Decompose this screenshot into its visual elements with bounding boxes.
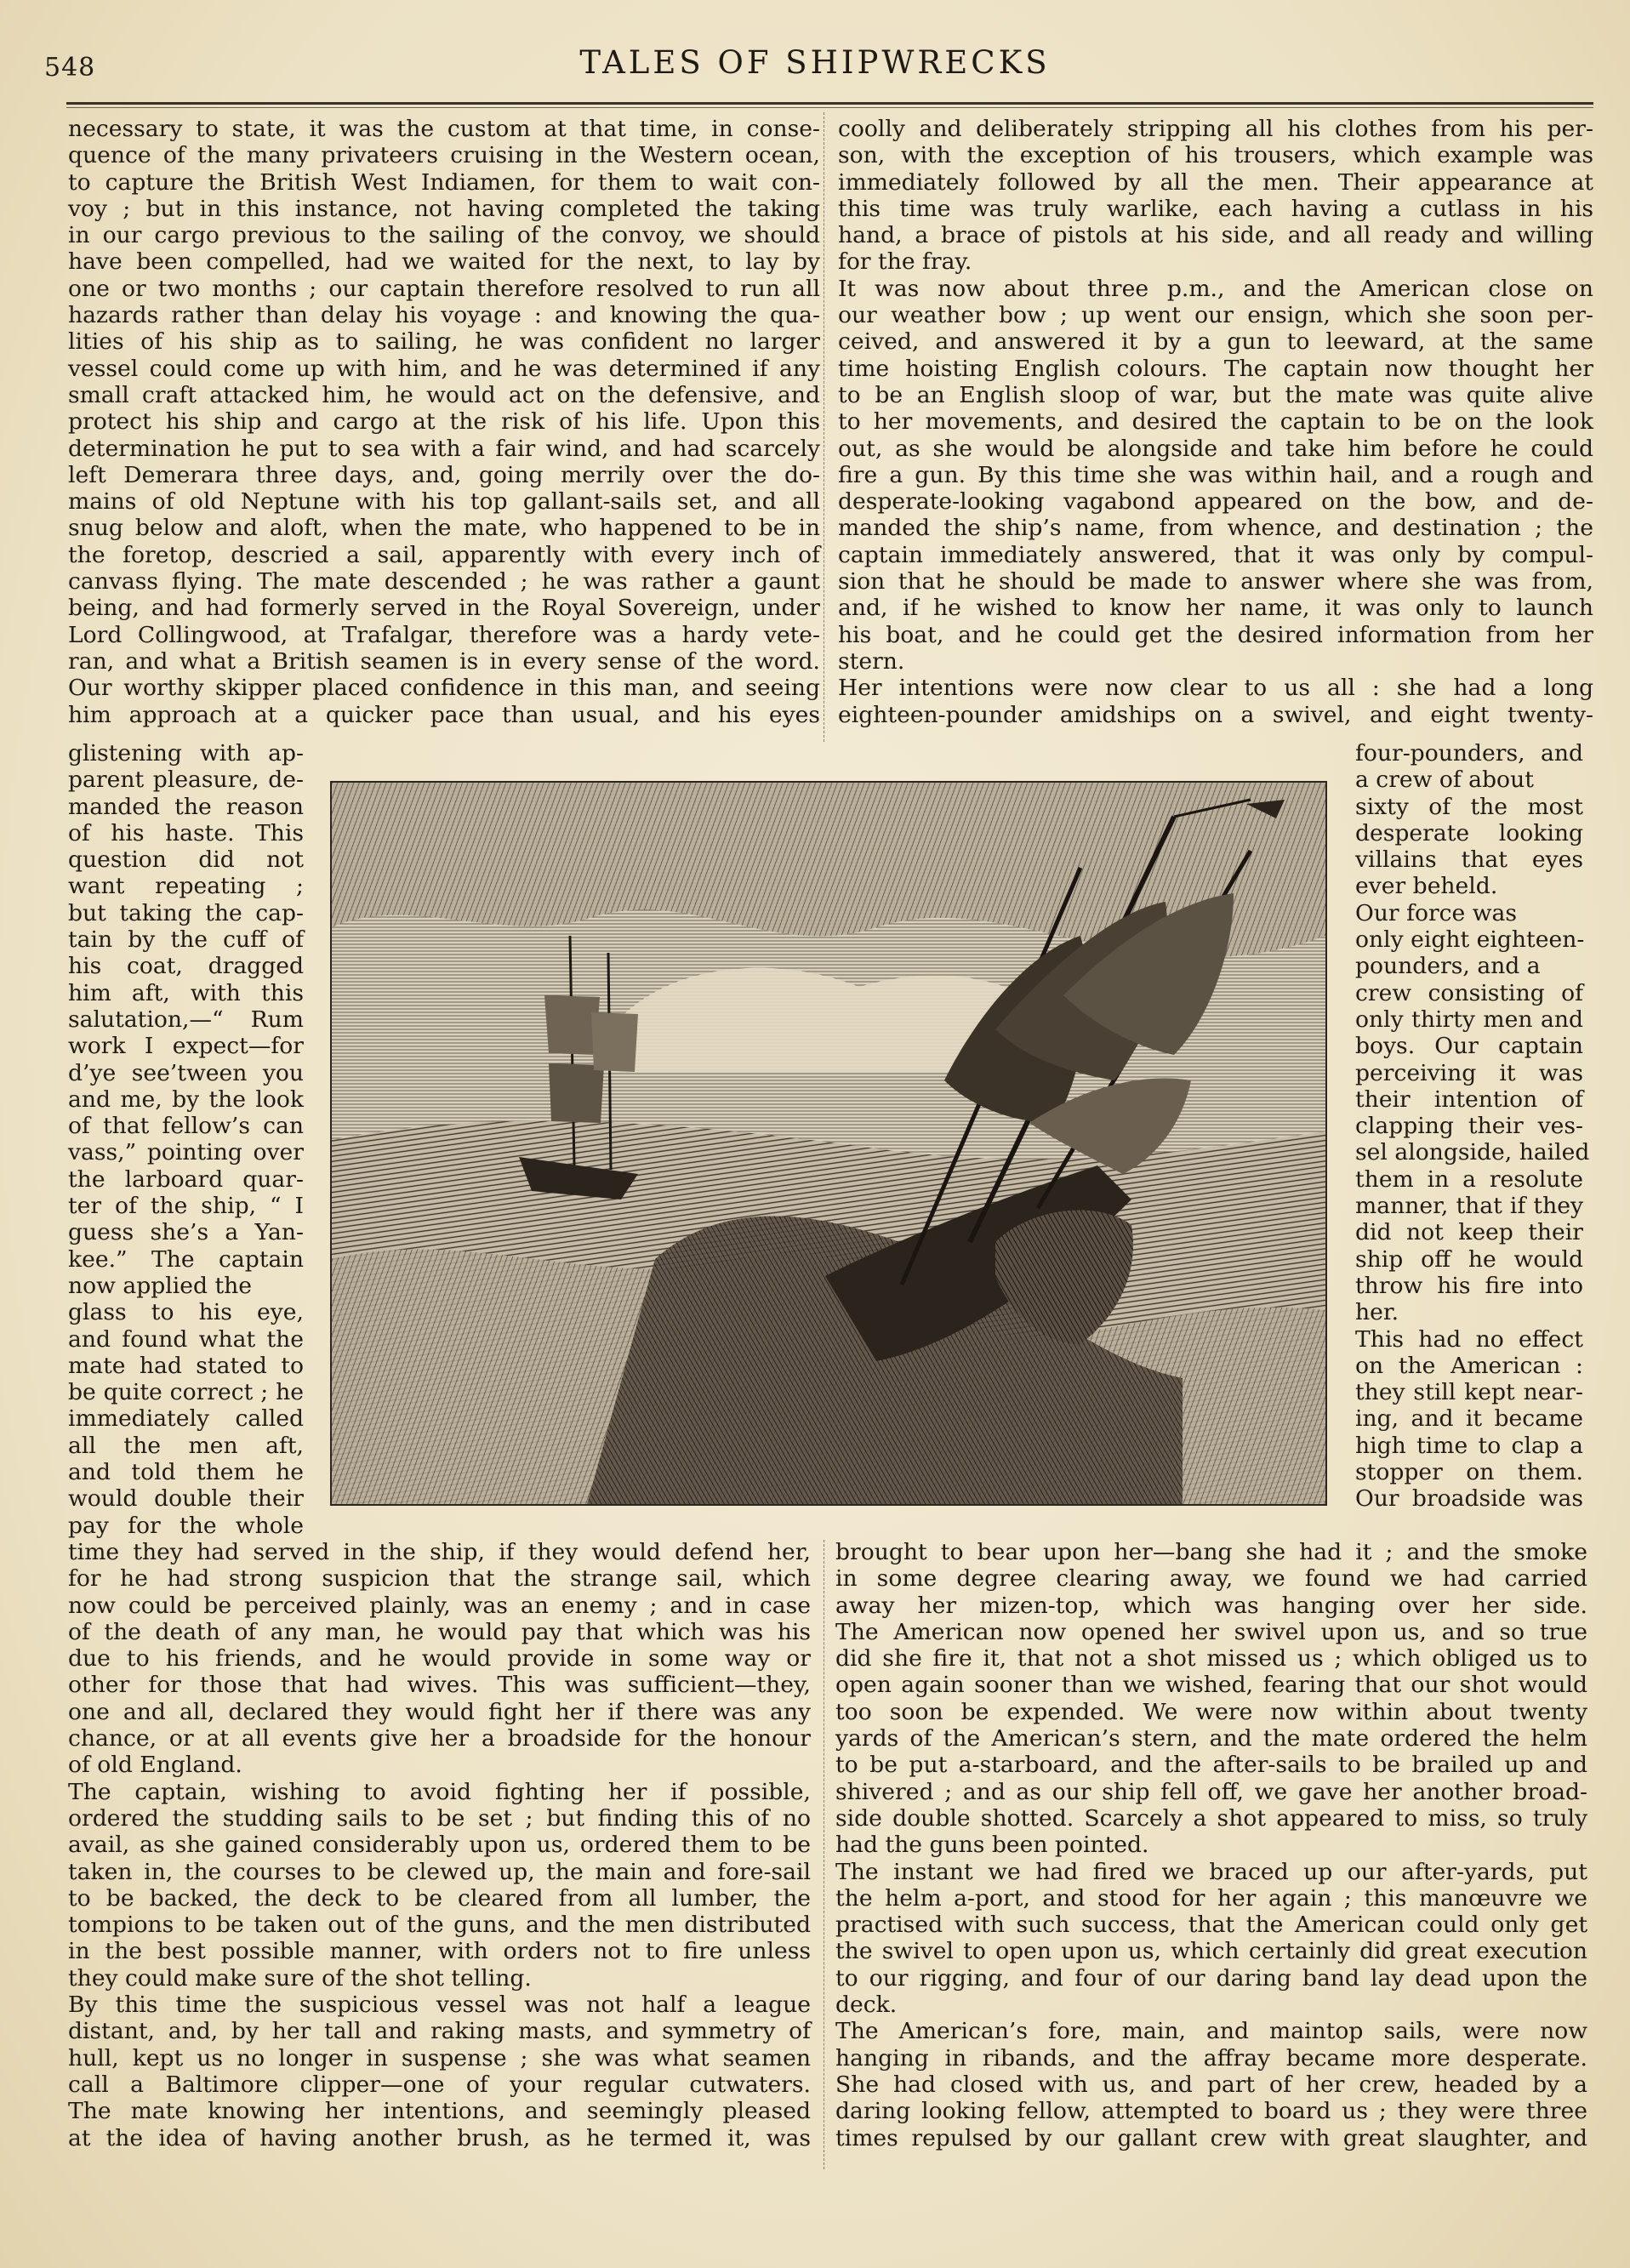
text-line: for the fray.: [838, 248, 972, 276]
text-line: one and all, declared they would fight her if there was any: [68, 1698, 811, 1725]
text-line: ceived, and answered it by a gun to leeward, at the same: [838, 328, 1593, 356]
right-column-narrow-text: [1355, 740, 1590, 1513]
text-line: in our cargo previous to the sailing of the convoy, we should: [68, 222, 820, 249]
text-line: to be an English sloop of war, but the mate was quite alive: [838, 381, 1593, 408]
ship-storm-illustration: [330, 781, 1327, 1506]
text-line: desperate-looking vagabond appeared on the bow, and de-: [838, 488, 1593, 516]
text-line: yards of the American’s stern, and the mate ordered the helm: [835, 1725, 1587, 1752]
text-line: her.: [1355, 1299, 1399, 1326]
text-line: a crew of about: [1355, 766, 1534, 794]
text-line: necessary to state, it was the custom at that time, in conse-: [68, 116, 820, 142]
text-line: ship off he would: [1355, 1245, 1583, 1273]
text-line: of that fellow’s can: [68, 1113, 304, 1140]
text-line: being, and had formerly served in the Royal Sovereign, under: [68, 595, 820, 622]
text-line: time hoisting English colours. The captain now thought her: [838, 355, 1593, 382]
text-line: one or two months ; our captain therefore resolved to run all: [68, 275, 820, 302]
text-line: clapping their ves-: [1355, 1113, 1583, 1140]
text-line: stern.: [838, 647, 905, 675]
text-line: snug below and aloft, when the mate, who happened to be in: [68, 515, 820, 542]
text-line: throw his fire into: [1355, 1272, 1583, 1299]
text-line: immediately called: [68, 1405, 304, 1433]
text-line: due to his friends, and he would provide in some way or: [68, 1645, 811, 1673]
text-line: work I expect—for: [68, 1033, 304, 1060]
text-line: By this time the suspicious vessel was not half a league: [68, 1992, 811, 2019]
text-line: lities of his ship as to sailing, he was confident no larger: [68, 328, 820, 356]
text-line: Our worthy skipper placed confidence in this man, and seeing: [68, 675, 820, 702]
text-line: daring looking fellow, attempted to board us ; they were three: [835, 2098, 1587, 2125]
text-line: the larboard quar-: [68, 1165, 304, 1193]
text-line: now could be perceived plainly, was an enemy ; and in case: [68, 1592, 811, 1619]
text-line: did not keep their: [1355, 1219, 1583, 1246]
text-line: guess she’s a Yan-: [68, 1219, 304, 1246]
text-line: canvass flying. The mate descended ; he was rather a gaunt: [68, 568, 820, 595]
text-line: have been compelled, had we waited for the next, to lay by: [68, 248, 820, 276]
text-line: of the death of any man, he would pay that which was his: [68, 1618, 811, 1645]
text-line: side double shotted. Scarcely a shot appeared to miss, so truly: [835, 1804, 1587, 1832]
text-line: his coat, dragged: [68, 953, 304, 980]
header-rule-thin: [66, 107, 1593, 108]
right-column-bottom-text: [835, 1539, 1587, 2151]
text-line: crew consisting of: [1355, 979, 1583, 1006]
left-column-narrow-text: [68, 740, 304, 1539]
text-line: salutation,—“ Rum: [68, 1006, 304, 1033]
text-line: ing, and it became: [1355, 1405, 1583, 1433]
text-line: deck.: [835, 1992, 898, 2019]
text-line: only thirty men and: [1355, 1006, 1583, 1033]
text-line: ever beheld.: [1355, 873, 1498, 900]
text-line: tain by the cuff of: [68, 926, 304, 954]
text-line: of old England.: [68, 1752, 242, 1779]
text-line: mains of old Neptune with his top gallant-sails set, and all: [68, 488, 820, 516]
text-line: ter of the ship, “ I: [68, 1193, 304, 1220]
text-line: The captain, wishing to avoid fighting her if possible,: [68, 1778, 811, 1805]
text-line: hanging in ribands, and the affray became more desperate.: [835, 2044, 1587, 2071]
text-line: sion that he should be made to answer where she was from,: [838, 568, 1593, 595]
text-line: him approach at a quicker pace than usual, and his eyes: [68, 701, 820, 728]
text-line: mate had stated to: [68, 1352, 304, 1379]
text-line: of his haste. This: [68, 819, 304, 846]
text-line: immediately followed by all the men. Their appearance at: [838, 168, 1593, 196]
text-line: want repeating ;: [68, 873, 304, 900]
text-line: they still kept near-: [1355, 1379, 1583, 1406]
left-column-top-text: [68, 116, 820, 728]
engraving-art: [332, 783, 1325, 1504]
left-column-bottom-text: [68, 1539, 811, 2151]
text-line: small craft attacked him, he would act on the defensive, and: [68, 381, 820, 408]
text-line: other for those that had wives. This was sufficient—they,: [68, 1672, 811, 1699]
text-line: eighteen-pounder amidships on a swivel, and eight twenty-: [838, 701, 1593, 728]
text-line: Lord Collingwood, at Trafalgar, therefore was a hardy vete-: [68, 621, 820, 648]
text-line: desperate looking: [1355, 819, 1583, 846]
text-line: fire a gun. By this time she was within hail, and a rough and: [838, 461, 1593, 488]
text-line: and me, by the look: [68, 1086, 304, 1113]
text-line: and, if he wished to know her name, it was only to launch: [838, 595, 1593, 622]
text-line: manded the ship’s name, from whence, and destination ; the: [838, 515, 1593, 542]
text-line: The American’s fore, main, and maintop sails, were now: [835, 2018, 1587, 2045]
text-line: The American now opened her swivel upon us, and so true: [835, 1618, 1587, 1645]
text-line: stopper on them.: [1355, 1459, 1583, 1486]
text-line: sixty of the most: [1355, 793, 1583, 820]
text-line: captain immediately answered, that it was only by compul-: [838, 541, 1593, 568]
text-line: open again sooner than we wished, fearing that our shot would: [835, 1672, 1587, 1699]
text-line: vass,” pointing over: [68, 1139, 304, 1166]
text-line: had the guns been pointed.: [835, 1832, 1149, 1859]
text-line: pay for the whole: [68, 1512, 304, 1539]
text-line: to be put a-starboard, and the after-sails to be brailed up and: [835, 1752, 1587, 1779]
text-line: hazards rather than delay his voyage : and knowing the qua-: [68, 302, 820, 329]
text-line: now applied the: [68, 1272, 253, 1299]
column-separator-top: [824, 112, 825, 742]
text-line: glistening with ap-: [68, 740, 304, 766]
header-rule: [66, 102, 1593, 105]
text-line: at the idea of having another brush, as he termed it, was: [68, 2124, 811, 2151]
text-line: ran, and what a British seamen is in every sense of the word.: [68, 647, 820, 675]
text-line: to capture the British West Indiamen, for them to wait con-: [68, 168, 820, 196]
text-line: quence of the many privateers cruising in the Western ocean,: [68, 142, 820, 169]
text-line: out, as she would be alongside and take him before he could: [838, 435, 1593, 462]
page-number: 548: [44, 53, 96, 83]
text-line: and told them he: [68, 1459, 304, 1486]
text-line: did she fire it, that not a shot missed us ; which obliged us to: [835, 1645, 1587, 1673]
text-line: It was now about three p.m., and the American close on: [838, 275, 1593, 302]
text-line: their intention of: [1355, 1086, 1583, 1113]
text-line: distant, and, by her tall and raking masts, and symmetry of: [68, 2018, 811, 2045]
text-line: protect his ship and cargo at the risk of his life. Upon this: [68, 408, 820, 436]
text-line: parent pleasure, de-: [68, 766, 304, 794]
text-line: on the American :: [1355, 1352, 1583, 1379]
text-line: the foretop, descried a sail, apparently with every inch of: [68, 541, 820, 568]
text-line: voy ; but in this instance, not having completed the taking: [68, 195, 820, 222]
running-title: TALES OF SHIPWRECKS: [579, 44, 1051, 81]
text-line: but taking the cap-: [68, 899, 304, 926]
text-line: son, with the exception of his trousers, which example was: [838, 142, 1593, 169]
text-line: too soon be expended. We were now within about twenty: [835, 1698, 1587, 1725]
text-line: away her mizen-top, which was hanging over her side.: [835, 1592, 1587, 1619]
text-line: brought to bear upon her—bang she had it ; and the smoke: [835, 1539, 1587, 1565]
right-column-top-text: [838, 116, 1593, 728]
text-line: Our force was: [1355, 899, 1518, 926]
text-line: coolly and deliberately stripping all his clothes from his per-: [838, 116, 1593, 142]
text-line: glass to his eye,: [68, 1299, 304, 1326]
text-line: all the men aft,: [68, 1432, 304, 1459]
text-line: him aft, with this: [68, 979, 304, 1006]
text-line: determination he put to sea with a fair wind, and had scarcely: [68, 435, 820, 462]
text-line: Her intentions were now clear to us all : she had a long: [838, 675, 1593, 702]
text-line: shivered ; and as our ship fell off, we gave her another broad-: [835, 1778, 1587, 1805]
text-line: the swivel to open upon us, which certainly did great execution: [835, 1938, 1587, 1965]
text-line: tompions to be taken out of the guns, and the men distributed: [68, 1912, 811, 1939]
text-line: them in a resolute: [1355, 1165, 1583, 1193]
text-line: be quite correct ; he: [68, 1379, 304, 1406]
text-line: Our broadside was: [1355, 1485, 1583, 1513]
text-line: in the best possible manner, with orders not to fire unless: [68, 1938, 811, 1965]
text-line: only eight eighteen-: [1355, 926, 1585, 954]
text-line: perceiving it was: [1355, 1059, 1583, 1086]
text-line: to our rigging, and four of our daring band lay dead upon the: [835, 1964, 1587, 1992]
text-line: chance, or at all events give her a broadside for the honour: [68, 1725, 811, 1752]
text-line: to be backed, the deck to be cleared from all lumber, the: [68, 1884, 811, 1912]
text-line: four-pounders, and: [1355, 740, 1583, 766]
text-line: left Demerara three days, and, going merrily over the do-: [68, 461, 820, 488]
text-line: hand, a brace of pistols at his side, and all ready and willing: [838, 222, 1593, 249]
text-line: times repulsed by our gallant crew with great slaughter, and: [835, 2124, 1587, 2151]
text-line: in some degree clearing away, we found we had carried: [835, 1565, 1587, 1593]
text-line: manner, that if they: [1355, 1193, 1583, 1220]
text-line: avail, as she gained considerably upon us, ordered them to be: [68, 1832, 811, 1859]
text-line: they could make sure of the shot telling.: [68, 1964, 532, 1992]
text-line: hull, kept us no longer in suspense ; she was what seamen: [68, 2044, 811, 2071]
text-line: boys. Our captain: [1355, 1033, 1583, 1060]
text-line: the helm a-port, and stood for her again ; this manœuvre we: [835, 1884, 1587, 1912]
text-line: for he had strong suspicion that the strange sail, which: [68, 1565, 811, 1593]
text-line: this time was truly warlike, each having a cutlass in his: [838, 195, 1593, 222]
text-line: sel alongside, hailed: [1355, 1139, 1590, 1166]
text-line: ordered the studding sails to be set ; but finding this of no: [68, 1804, 811, 1832]
text-line: The mate knowing her intentions, and seemingly pleased: [68, 2098, 811, 2125]
text-line: villains that eyes: [1355, 846, 1583, 874]
text-line: taken in, the courses to be clewed up, the main and fore-sail: [68, 1858, 811, 1885]
text-line: kee.” The captain: [68, 1245, 304, 1273]
text-line: call a Baltimore clipper—one of your regular cutwaters.: [68, 2071, 811, 2098]
text-line: our weather bow ; up went our ensign, which she soon per-: [838, 302, 1593, 329]
text-line: to her movements, and desired the captain to be on the look: [838, 408, 1593, 436]
text-line: time they had served in the ship, if they would defend her,: [68, 1539, 811, 1565]
text-line: his boat, and he could get the desired information from her: [838, 621, 1593, 648]
text-line: The instant we had fired we braced up our after-yards, put: [835, 1858, 1587, 1885]
text-line: This had no effect: [1355, 1325, 1583, 1353]
text-line: question did not: [68, 846, 304, 874]
text-line: manded the reason: [68, 793, 304, 820]
text-line: practised with such success, that the American could only get: [835, 1912, 1587, 1939]
text-line: vessel could come up with him, and he was determined if any: [68, 355, 820, 382]
text-line: would double their: [68, 1485, 304, 1513]
text-line: high time to clap a: [1355, 1432, 1583, 1459]
text-line: pounders, and a: [1355, 953, 1541, 980]
text-line: and found what the: [68, 1325, 304, 1353]
text-line: She had closed with us, and part of her crew, headed by a: [835, 2071, 1587, 2098]
text-line: d’ye see’tween you: [68, 1059, 304, 1086]
column-separator-bottom: [824, 1540, 825, 2169]
